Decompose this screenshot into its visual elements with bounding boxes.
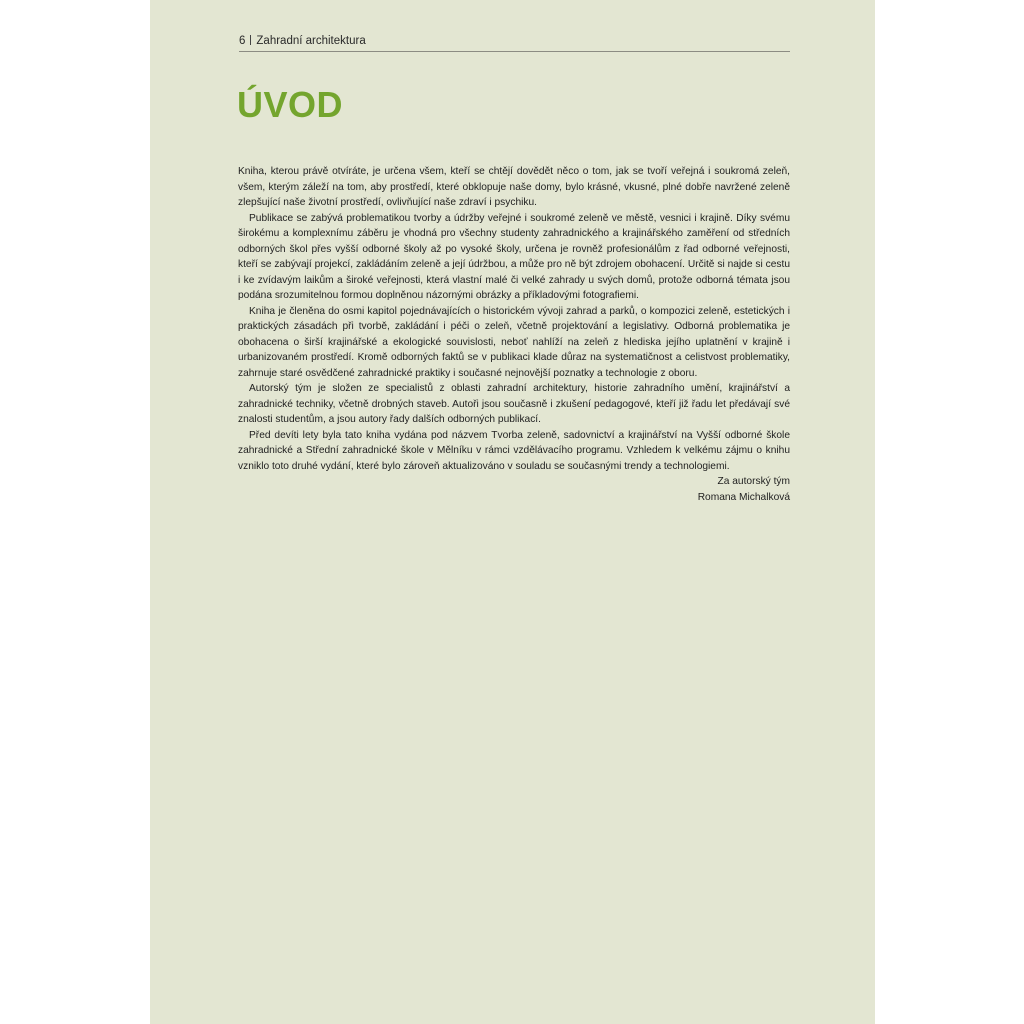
paragraph: Kniha je členěna do osmi kapitol pojednávajících o historickém vývoji zahrad a parků, o kompozici zeleně, estetických i praktických zásadách při tvorbě, zakládání i péči o zeleň, včetně projektování a legislativy. Odborná problematika je obohacena o širší krajinářské a ekologické souvislosti, neboť nahlíží na zeleň z hlediska jejího uplatnění v krajině i urbanizovaném prostředí. Kromě odborných faktů se v publikaci klade důraz na systematičnost a celistvost problematiky, zahrnuje staré osvědčené zahradnické praktiky i současné nejnovější poznatky a technologie z oboru.: [238, 305, 790, 379]
header-separator: [250, 35, 251, 45]
page-number: 6: [239, 35, 246, 47]
book-title: Zahradní architektura: [256, 35, 366, 47]
signature: [238, 474, 790, 505]
paragraph: Kniha, kterou právě otvíráte, je určena všem, kteří se chtějí dovědět něco o tom, jak se tvoří veřejná i soukromá zeleň, všem, kterým záleží na tom, aby prostředí, které obklopuje naše domy, bylo krásné, vkusné, plné dobře navržené zeleně zlepšující naše životní prostředí, ovlivňující naše zdraví i psychiku.: [238, 166, 790, 208]
paragraph: Autorský tým je složen ze specialistů z oblasti zahradní architektury, historie zahradního umění, krajinářství a zahradnické techniky, včetně drobných staveb. Autoři jsou současně i zkušení pedagogové, kteří již řadu let předávají své znalosti studentům, a jsou autory řady dalších odborných publikací.: [238, 383, 790, 425]
book-page: [150, 0, 875, 1024]
signature-line-1: Za autorský tým: [717, 476, 790, 487]
chapter-title: ÚVOD: [237, 84, 344, 125]
running-header: [239, 34, 790, 52]
signature-line-2: Romana Michalková: [697, 491, 790, 503]
paragraph: Publikace se zabývá problematikou tvorby a údržby veřejné i soukromé zeleně ve městě, vesnici i krajině. Díky svému širokému a komplexnímu záběru je vhodná pro všechny studenty zahradnického a krajinářského zaměření od středních odborných škol přes vyšší odborné školy až po vysoké školy, určena je rovněž profesionálům z řad odborné veřejnosti, kteří se zabývají projekcí, zakládáním zeleně a její údržbou, a může pro ně být zdrojem obohacení. Určitě si najde si cestu i ke zvídavým laikům a široké veřejnosti, která vlastní malé či velké zahrady u svých domů, protože odborná témata jsou podána srozumitelnou formou doplněnou názornými obrázky a příkladovými fotografiemi.: [238, 212, 790, 301]
paragraph: Před devíti lety byla tato kniha vydána pod názvem Tvorba zeleně, sadovnictví a krajinářství na Vyšší odborné škole zahradnické a Střední zahradnické škole v Mělníku v rámci vzdělávacího programu. Vzhledem k velkému zájmu o knihu vzniklo toto druhé vydání, které bylo zároveň aktualizováno v souladu se současnými trendy a technologiemi.: [238, 429, 790, 472]
body-text: [238, 164, 790, 505]
